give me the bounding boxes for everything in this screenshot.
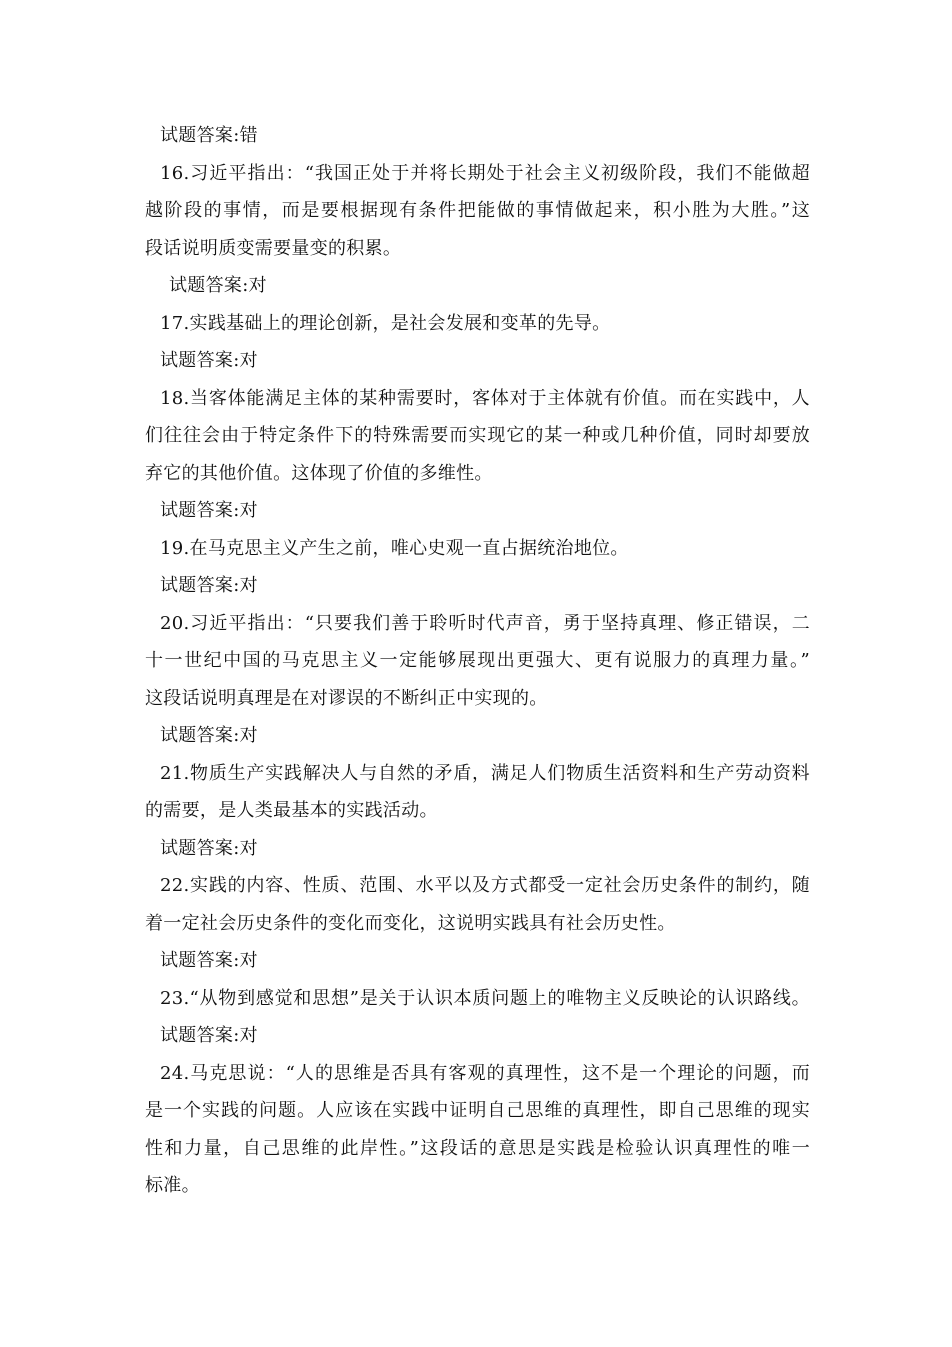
- question-line: 18.当客体能满足主体的某种需要时，客体对于主体就有价值。而在实践中，人: [160, 387, 810, 409]
- question-continuation-line: 们往往会由于特定条件下的特殊需要而实现它的某一种或几种价值，同时却要放: [145, 425, 810, 446]
- answer-line: 试题答案:对: [160, 1025, 258, 1046]
- answer-line: 试题答案:对: [160, 500, 258, 521]
- question-line: 16.习近平指出：“我国正处于并将长期处于社会主义初级阶段，我们不能做超: [160, 162, 810, 184]
- answer-line: 试题答案:对: [160, 350, 258, 371]
- question-line: 24.马克思说：“人的思维是否具有客观的真理性，这不是一个理论的问题，而: [160, 1062, 810, 1084]
- answer-line: 试题答案:对: [160, 950, 258, 971]
- question-continuation-line: 段话说明质变需要量变的积累。: [145, 237, 402, 259]
- question-continuation-line: 这段话说明真理是在对谬误的不断纠正中实现的。: [145, 687, 548, 709]
- answer-line: 试题答案:对: [169, 275, 267, 296]
- answer-line: 试题答案:对: [160, 837, 258, 859]
- question-continuation-line: 弃它的其他价值。这体现了价值的多维性。: [145, 462, 493, 484]
- answer-line: 试题答案:对: [160, 575, 258, 596]
- question-continuation-line: 越阶段的事情，而是要根据现有条件把能做的事情做起来，积小胜为大胜。”这: [145, 200, 810, 221]
- question-continuation-line: 着一定社会历史条件的变化而变化，这说明实践具有社会历史性。: [145, 912, 676, 934]
- question-line: 20.习近平指出：“只要我们善于聆听时代声音，勇于坚持真理、修正错误，二: [160, 612, 810, 634]
- question-line: 22.实践的内容、性质、范围、水平以及方式都受一定社会历史条件的制约，随: [160, 875, 810, 896]
- document-body: [145, 117, 810, 1205]
- question-line: 19.在马克思主义产生之前，唯心史观一直占据统治地位。: [160, 537, 629, 559]
- question-continuation-line: 的需要，是人类最基本的实践活动。: [145, 800, 438, 821]
- question-line: 17.实践基础上的理论创新，是社会发展和变革的先导。: [160, 312, 611, 334]
- answer-line: 试题答案:对: [160, 725, 258, 746]
- question-continuation-line: 是一个实践的问题。人应该在实践中证明自己思维的真理性，即自己思维的现实: [145, 1100, 810, 1121]
- question-continuation-line: 性和力量，自己思维的此岸性。”这段话的意思是实践是检验认识真理性的唯一: [145, 1137, 810, 1159]
- question-line: 21.物质生产实践解决人与自然的矛盾，满足人们物质生活资料和生产劳动资料: [160, 762, 810, 784]
- question-line: 23.“从物到感觉和思想”是关于认识本质问题上的唯物主义反映论的认识路线。: [160, 987, 810, 1009]
- question-continuation-line: 标准。: [145, 1175, 200, 1196]
- answer-line: 试题答案:错: [160, 125, 258, 146]
- question-continuation-line: 十一世纪中国的马克思主义一定能够展现出更强大、更有说服力的真理力量。”: [145, 650, 810, 671]
